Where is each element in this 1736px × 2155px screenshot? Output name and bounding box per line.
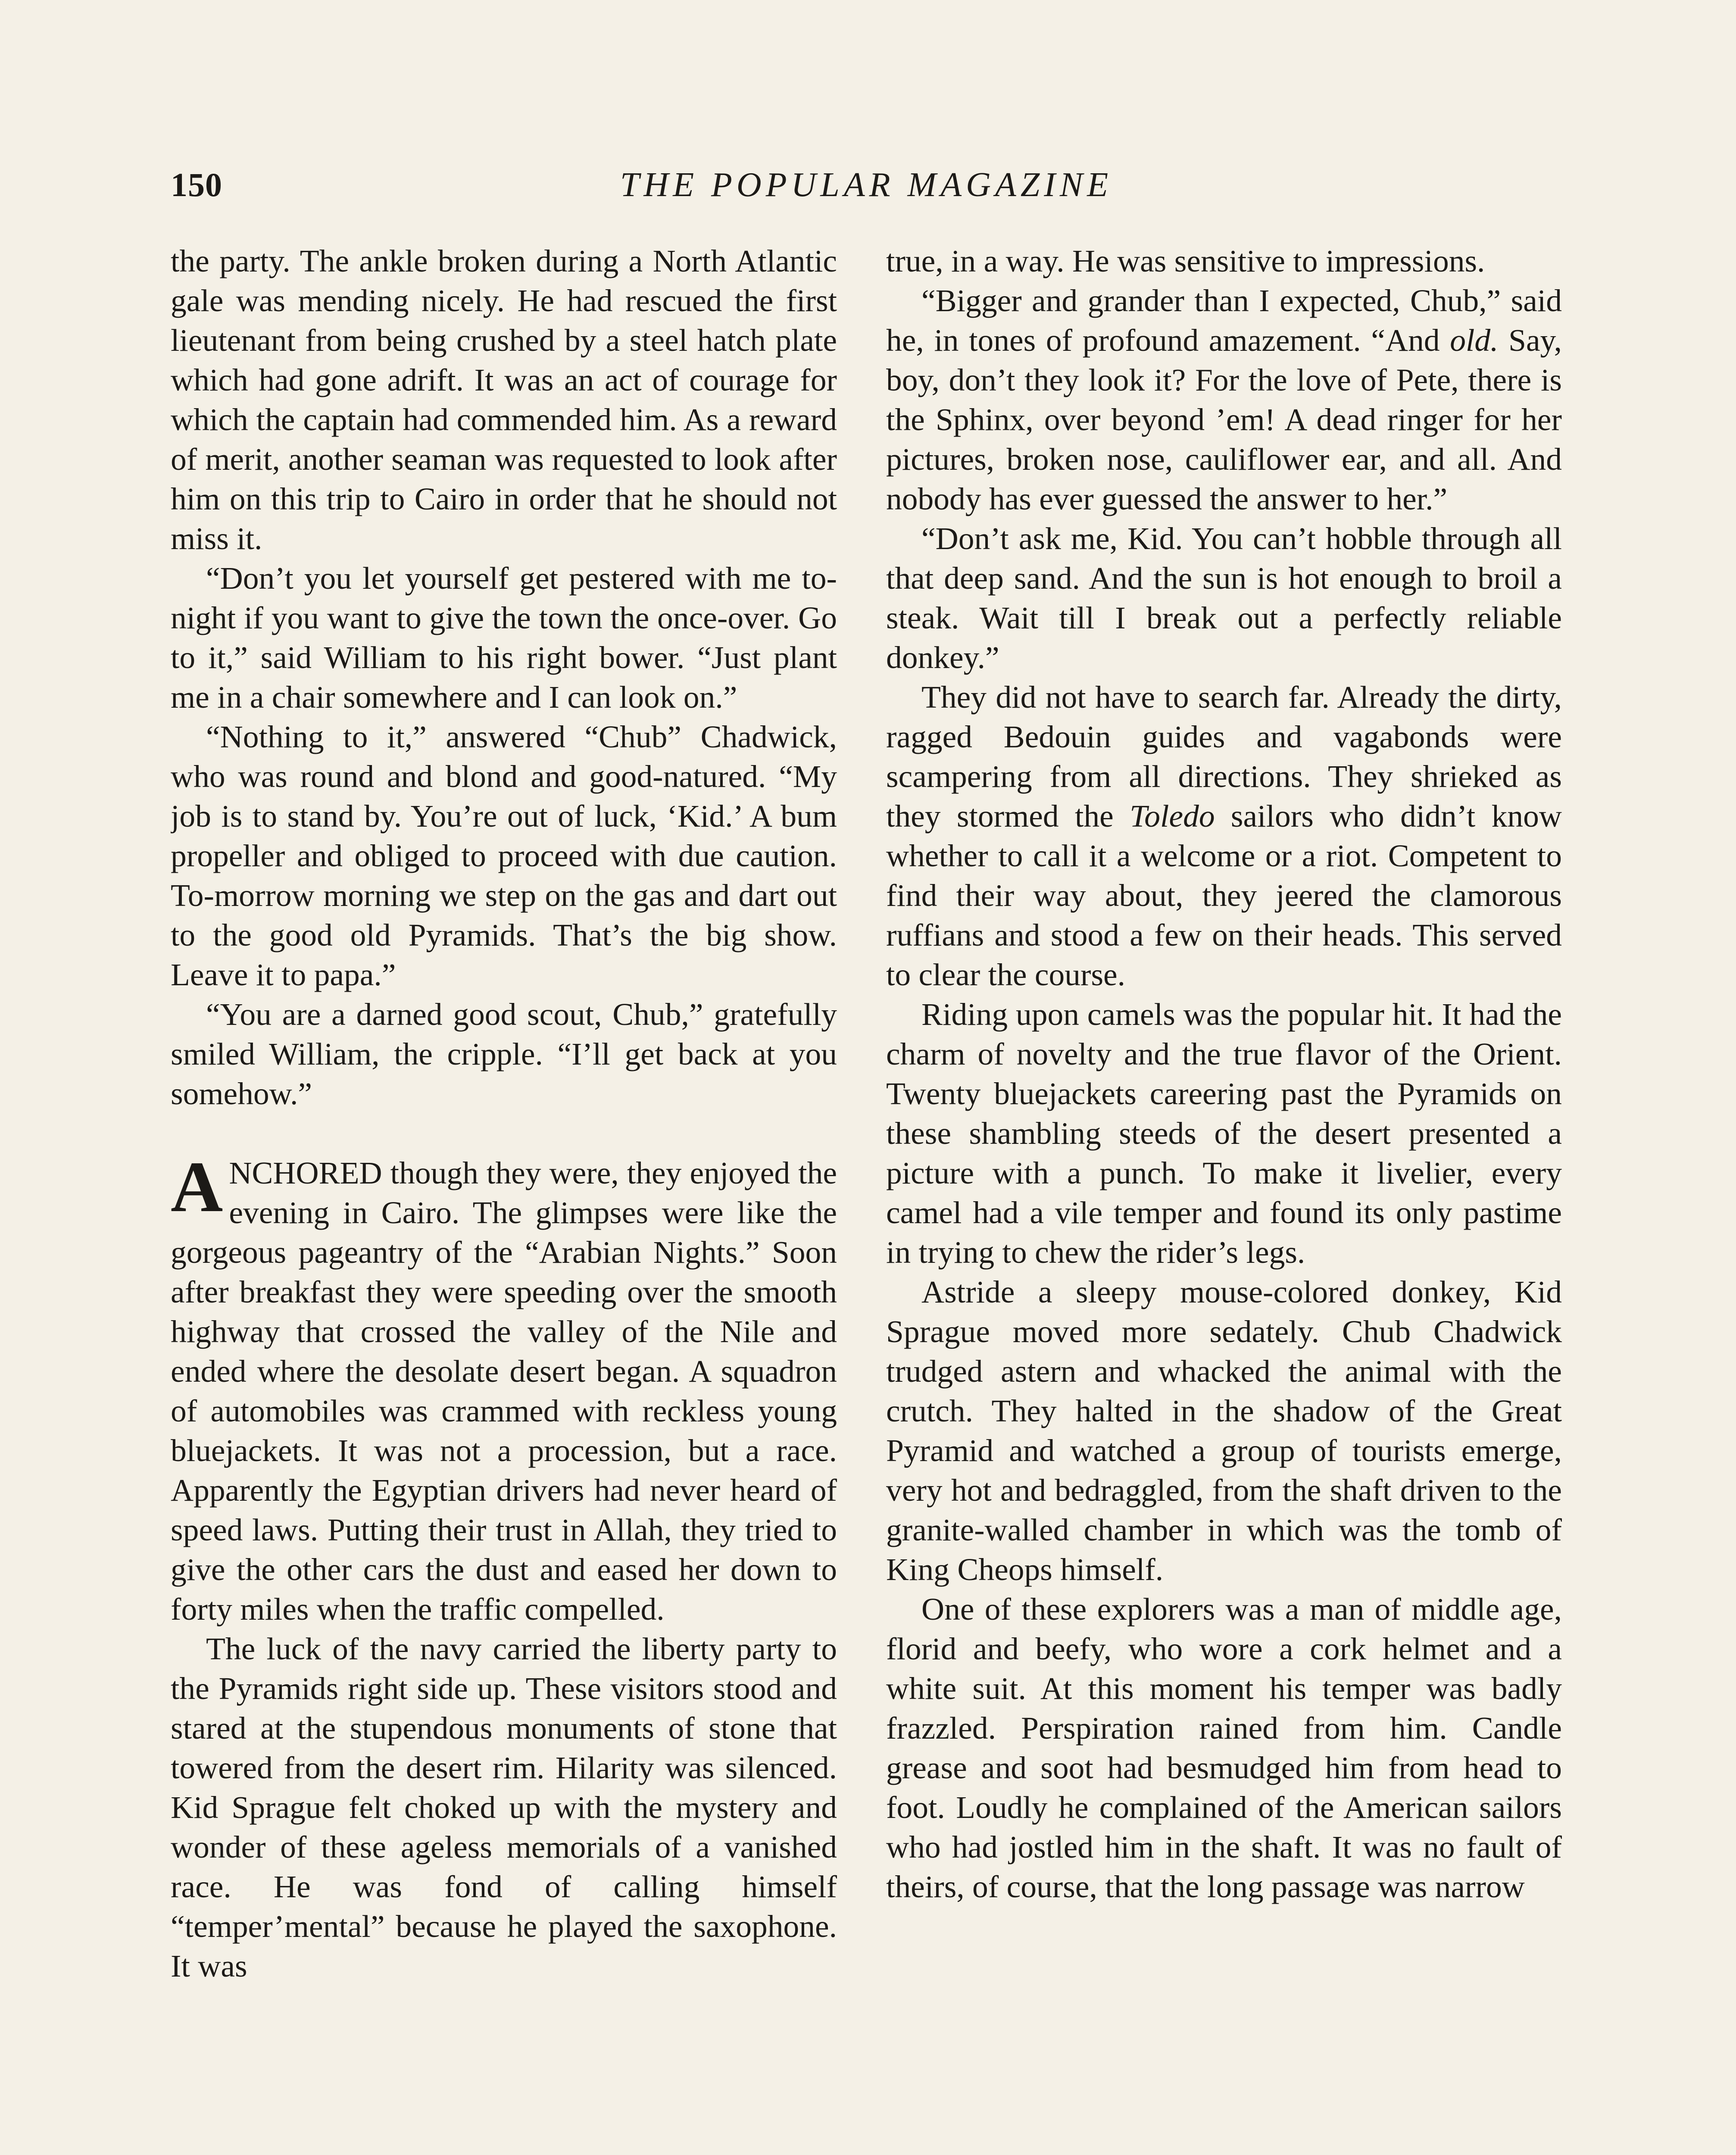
paragraph: Riding upon camels was the popular hit. It had the charm of novelty and the true flavor of the Orient. Twenty bluejackets careering past the Pyramids on these shambling steeds of the desert presented a picture with a punch. To make it livelier, every camel had a vile temper and found its only pastime in trying to chew the rider’s legs. — [886, 997, 1562, 1270]
paragraph: Astride a sleepy mouse-colored donkey, Kid Sprague moved more sedately. Chub Chadwick trudged astern and whacked the animal with the crutch. They halted in the shadow of the Great Pyramid and watched a group of tourists emerge, very hot and bedraggled, from the shaft driven to the granite-walled chamber in which was the tomb of King Cheops himself. — [886, 1274, 1562, 1587]
running-title: THE POPULAR MAGAZINE — [620, 166, 1113, 204]
paragraph-text: They did not have to search far. Already the dirty, ragged Bedouin guides and vagabonds were scampering from all directions. They shrieked as they stormed the — [886, 680, 1562, 834]
paragraph-text: sailors who didn’t know whether to call it a welcome or a riot. Competent to find their way about, they jeered the clamorous ruffians and stood a few on their heads. This served to clear the course. — [886, 799, 1562, 992]
small-caps-lead: NCHORED — [229, 1156, 382, 1190]
paragraph-text: “Bigger and grander than I expected, Chub,” said he, in tones of profound amazement. “And — [886, 283, 1562, 358]
section-opening-paragraph — [171, 1147, 837, 1629]
page-header — [171, 166, 1562, 213]
paragraph: “You are a darned good scout, Chub,” gratefully smiled William, the cripple. “I’ll get back at you somehow.” — [171, 997, 837, 1111]
paragraph — [886, 678, 1562, 995]
paragraph-text: though they were, they enjoyed the evening in Cairo. The glimpses were like the gorgeous pageantry of the “Arabian Nights.” Soon after breakfast they were speeding over the smooth highway that crossed the valley of the Nile and ended where the desolate desert began. A squadron of automobiles was crammed with reckless young bluejackets. It was not a procession, but a race. Apparently the Egyptian drivers had never heard of speed laws. Putting their trust in Allah, they tried to give the other cars the dust and eased her down to forty miles when the traffic compelled. — [171, 1156, 837, 1627]
paragraph: “Don’t you let yourself get pestered with me to-night if you want to give the town the once-over. Go to it,” said William to his right bower. “Just plant me in a chair somewhere and I can look on.” — [171, 561, 837, 715]
page-number: 150 — [171, 166, 222, 203]
paragraph: One of these explorers was a man of middle age, florid and beefy, who wore a cork helmet and a white suit. At this moment his temper was badly frazzled. Perspiration rained from him. Candle grease and soot had besmudged him from head to foot. Loudly he complained of the American sailors who had jostled him in the shaft. It was no fault of theirs, of course, that the long passage was narrow — [886, 1592, 1562, 1904]
paragraph: “Nothing to it,” answered “Chub” Chadwick, who was round and blond and good-natured. “My job is to stand by. You’re out of luck, ‘Kid.’ A bum propeller and obliged to proceed with due caution. To-morrow morning we step on the gas and dart out to the good old Pyramids. That’s the big show. Leave it to papa.” — [171, 719, 837, 992]
drop-cap: A — [171, 1147, 223, 1227]
paragraph: “Don’t ask me, Kid. You can’t hobble through all that deep sand. And the sun is hot enough to broil a steak. Wait till I break out a perfectly reliable donkey.” — [886, 521, 1562, 675]
paragraph-text: Say, boy, don’t they look it? For the love of Pete, there is the Sphinx, over beyond ’em! A dead ringer for her pictures, broken nose, cauliflower ear, and all. And nobody has ever guessed the answer to her.” — [886, 323, 1562, 516]
paragraph — [886, 281, 1562, 519]
ship-name: Toledo — [1130, 799, 1215, 834]
paragraph: The luck of the navy carried the liberty party to the Pyramids right side up. These visitors stood and stared at the stupendous monuments of stone that towered from the desert rim. Hilarity was silenced. Kid Sprague felt choked up with the mystery and wonder of these ageless memorials of a vanished race. He was fond of calling himself “temper’mental” because he played the saxophone. It was — [171, 1631, 837, 1983]
emphasis-text: old. — [1450, 323, 1499, 358]
paragraph: the party. The ankle broken during a North Atlantic gale was mending nicely. He had rescued the first lieutenant from being crushed by a steel hatch plate which had gone adrift. It was an act of courage for which the captain had commended him. As a reward of merit, another seaman was requested to look after him on this trip to Cairo in order that he should not miss it. — [171, 244, 837, 556]
left-column — [171, 241, 837, 2155]
paragraph: true, in a way. He was sensitive to impressions. — [886, 244, 1485, 278]
right-column — [886, 241, 1562, 2155]
